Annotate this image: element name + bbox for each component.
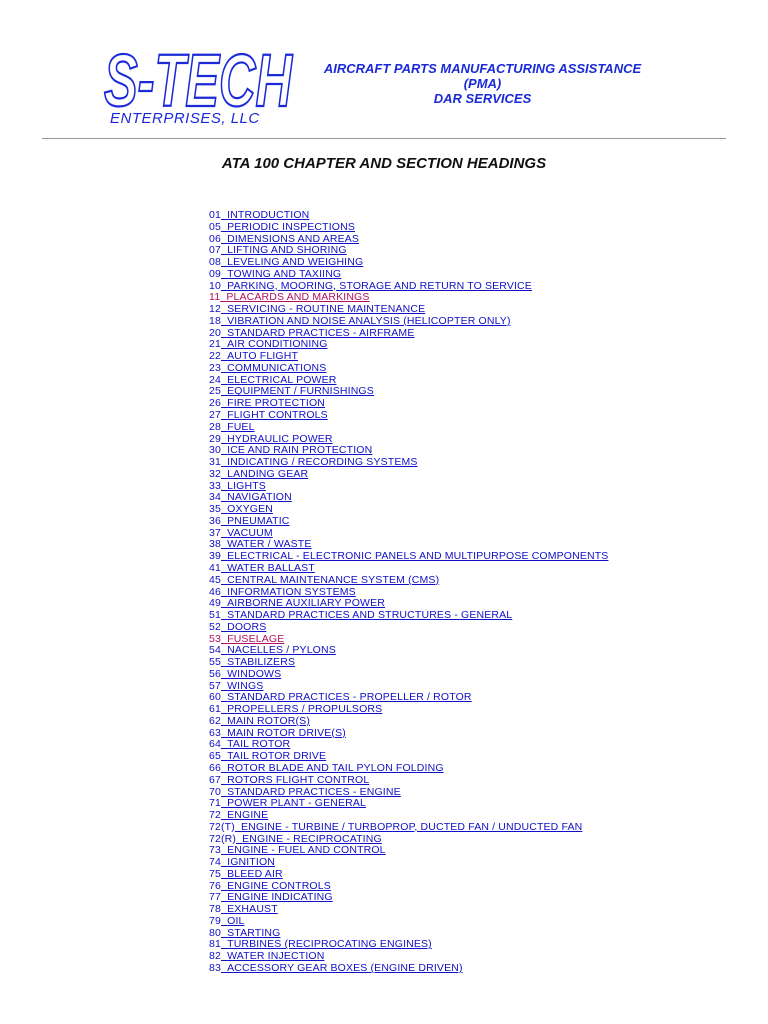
company-logo [100, 38, 310, 133]
chapter-title: NAVIGATION [227, 491, 292, 504]
chapter-title: AUTO FLIGHT [227, 350, 299, 363]
chapter-title: WINGS [227, 679, 264, 692]
chapter-link-20[interactable] [209, 327, 414, 339]
chapter-title: TAIL ROTOR DRIVE [227, 750, 327, 763]
chapter-number: 46 [209, 585, 221, 598]
chapter-number: 81 [209, 938, 221, 951]
header-divider [42, 138, 726, 139]
chapter-title: FLIGHT CONTROLS [227, 409, 328, 422]
chapter-number: 60 [209, 691, 221, 704]
chapter-title: WATER INJECTION [227, 950, 325, 963]
chapter-link-11[interactable] [209, 291, 370, 303]
chapter-link-70[interactable] [209, 786, 401, 798]
chapter-link-27[interactable] [209, 409, 328, 421]
chapter-link-34[interactable] [209, 491, 292, 503]
chapter-title: ENGINE - RECIPROCATING [242, 832, 382, 845]
chapter-link-41[interactable] [209, 562, 315, 574]
chapter-number: 05 [209, 220, 221, 233]
chapter-link-60[interactable] [209, 691, 472, 703]
chapter-title: OXYGEN [227, 503, 273, 516]
chapter-link-39[interactable] [209, 550, 608, 562]
chapter-title: DOORS [227, 620, 267, 633]
chapter-link-78[interactable] [209, 903, 278, 915]
chapter-list [209, 210, 608, 975]
chapter-number: 65 [209, 750, 221, 763]
chapter-link-71[interactable] [209, 797, 366, 809]
chapter-number: 26 [209, 397, 221, 410]
chapter-title: CENTRAL MAINTENANCE SYSTEM (CMS) [227, 573, 440, 586]
chapter-number: 72(T) [209, 820, 235, 833]
chapter-title: LEVELING AND WEIGHING [227, 256, 364, 269]
chapter-title: ENGINE - TURBINE / TURBOPROP, DUCTED FAN / UNDUCTED FAN [240, 820, 583, 833]
chapter-title: LANDING GEAR [227, 467, 309, 480]
chapter-number: 36 [209, 514, 221, 527]
chapter-title: OIL [227, 914, 245, 927]
chapter-link-67[interactable] [209, 774, 369, 786]
chapter-title: MAIN ROTOR(S) [227, 714, 310, 727]
chapter-number: 18 [209, 314, 221, 327]
chapter-number: 77 [209, 891, 221, 904]
chapter-number: 72(R) [209, 832, 237, 845]
chapter-title: DIMENSIONS AND AREAS [227, 232, 360, 245]
chapter-link-46[interactable] [209, 586, 356, 598]
chapter-number: 45 [209, 573, 221, 586]
chapter-link-28[interactable] [209, 421, 255, 433]
list-item [209, 963, 608, 975]
list-item [209, 904, 608, 916]
chapter-link-29[interactable] [209, 433, 333, 445]
chapter-title: ENGINE [227, 809, 269, 822]
chapter-link-72r[interactable] [209, 833, 382, 845]
chapter-link-61[interactable] [209, 703, 382, 715]
list-item [209, 669, 608, 681]
chapter-link-72[interactable] [209, 809, 268, 821]
company-name: ENTERPRISES, LLC [110, 110, 260, 127]
chapter-title: AIR CONDITIONING [227, 338, 328, 351]
chapter-link-45[interactable] [209, 574, 439, 586]
chapter-title: ROTORS FLIGHT CONTROL [227, 773, 370, 786]
chapter-number: 24 [209, 373, 221, 386]
chapter-link-82[interactable] [209, 950, 324, 962]
chapter-title: VACUUM [227, 526, 273, 539]
chapter-link-23[interactable] [209, 362, 326, 374]
chapter-title: MAIN ROTOR DRIVE(S) [227, 726, 346, 739]
chapter-link-38[interactable] [209, 538, 312, 550]
chapter-title: WATER / WASTE [227, 538, 312, 551]
chapter-link-63[interactable] [209, 727, 346, 739]
chapter-title: STANDARD PRACTICES AND STRUCTURES - GENERAL [227, 609, 513, 622]
chapter-link-22[interactable] [209, 350, 298, 362]
chapter-title: STARTING [227, 926, 281, 939]
chapter-link-77[interactable] [209, 891, 333, 903]
chapter-title: ELECTRICAL POWER [227, 373, 337, 386]
chapter-number: 56 [209, 667, 221, 680]
chapter-number: 31 [209, 456, 221, 469]
chapter-link-73[interactable] [209, 844, 386, 856]
chapter-number: 09 [209, 267, 221, 280]
chapter-title: INFORMATION SYSTEMS [227, 585, 356, 598]
tagline-line-2: (PMA) [463, 76, 502, 91]
chapter-title: LIFTING AND SHORING [227, 244, 347, 257]
chapter-number: 32 [209, 467, 221, 480]
chapter-link-65[interactable] [209, 750, 326, 762]
chapter-title: COMMUNICATIONS [227, 361, 327, 374]
chapter-link-66[interactable] [209, 762, 444, 774]
chapter-link-33[interactable] [209, 480, 266, 492]
chapter-title: FIRE PROTECTION [227, 397, 326, 410]
chapter-number: 35 [209, 503, 221, 516]
chapter-title: PROPELLERS / PROPULSORS [227, 703, 383, 716]
chapter-title: STANDARD PRACTICES - ENGINE [227, 785, 401, 798]
chapter-title: EQUIPMENT / FURNISHINGS [227, 385, 374, 398]
chapter-number: 23 [209, 361, 221, 374]
chapter-number: 30 [209, 444, 221, 457]
chapter-title: STABILIZERS [227, 656, 296, 669]
chapter-number: 54 [209, 644, 221, 657]
chapter-number: 01 [209, 209, 221, 221]
list-item [209, 610, 608, 622]
chapter-link-52[interactable] [209, 621, 266, 633]
chapter-number: 38 [209, 538, 221, 551]
chapter-number: 66 [209, 761, 221, 774]
chapter-number: 82 [209, 950, 221, 963]
chapter-number: 55 [209, 656, 221, 669]
chapter-number: 28 [209, 420, 221, 433]
chapter-title: ROTOR BLADE AND TAIL PYLON FOLDING [227, 761, 444, 774]
chapter-link-54[interactable] [209, 644, 336, 656]
chapter-link-12[interactable] [209, 303, 425, 315]
chapter-number: 29 [209, 432, 221, 445]
chapter-title: SERVICING - ROUTINE MAINTENANCE [227, 303, 426, 316]
chapter-link-09[interactable] [209, 268, 341, 280]
s-tech-logo-icon [100, 38, 300, 118]
chapter-title: VIBRATION AND NOISE ANALYSIS (HELICOPTER ONLY) [227, 314, 511, 327]
chapter-link-07[interactable] [209, 244, 347, 256]
chapter-number: 11 [209, 291, 221, 304]
chapter-title: STANDARD PRACTICES - PROPELLER / ROTOR [227, 691, 472, 704]
chapter-link-81[interactable] [209, 938, 432, 950]
chapter-title: PERIODIC INSPECTIONS [227, 220, 355, 233]
chapter-number: 61 [209, 703, 221, 716]
chapter-number: 12 [209, 303, 221, 316]
chapter-number: 41 [209, 561, 221, 574]
chapter-title: ENGINE CONTROLS [227, 879, 331, 892]
chapter-title: TOWING AND TAXIING [227, 267, 342, 280]
chapter-link-10[interactable] [209, 280, 532, 292]
chapter-title: ELECTRICAL - ELECTRONIC PANELS AND MULTIPURPOSE COMPONENTS [227, 550, 609, 563]
chapter-link-30[interactable] [209, 444, 372, 456]
chapter-title: BLEED AIR [227, 867, 283, 880]
chapter-link-57[interactable] [209, 680, 263, 692]
chapter-number: 53 [209, 632, 221, 645]
chapter-title: INTRODUCTION [227, 209, 310, 221]
chapter-title: HYDRAULIC POWER [227, 432, 333, 445]
chapter-link-06[interactable] [209, 233, 359, 245]
chapter-link-31[interactable] [209, 456, 418, 468]
chapter-link-79[interactable] [209, 915, 245, 927]
chapter-title: PARKING, MOORING, STORAGE AND RETURN TO SERVICE [227, 279, 532, 292]
chapter-link-76[interactable] [209, 880, 331, 892]
chapter-number: 71 [209, 797, 221, 810]
list-item [209, 469, 608, 481]
chapter-link-53[interactable] [209, 633, 284, 645]
page-title: ATA 100 CHAPTER AND SECTION HEADINGS [221, 155, 547, 172]
chapter-link-83[interactable] [209, 962, 463, 974]
chapter-link-26[interactable] [209, 397, 325, 409]
chapter-number: 57 [209, 679, 221, 692]
chapter-title: STANDARD PRACTICES - AIRFRAME [227, 326, 415, 339]
chapter-title: POWER PLANT - GENERAL [227, 797, 367, 810]
chapter-number: 73 [209, 844, 221, 857]
chapter-link-35[interactable] [209, 503, 273, 515]
chapter-link-01[interactable] [209, 209, 309, 221]
chapter-link-56[interactable] [209, 668, 281, 680]
chapter-number: 78 [209, 903, 221, 916]
list-item [209, 410, 608, 422]
chapter-number: 74 [209, 856, 221, 869]
chapter-link-24[interactable] [209, 374, 337, 386]
chapter-title: INDICATING / RECORDING SYSTEMS [227, 456, 418, 469]
chapter-number: 21 [209, 338, 221, 351]
chapter-number: 08 [209, 256, 221, 269]
chapter-title: TAIL ROTOR [227, 738, 291, 751]
logo-wordmark: S-TECH [104, 39, 294, 118]
list-item [209, 798, 608, 810]
chapter-link-05[interactable] [209, 221, 355, 233]
chapter-link-55[interactable] [209, 656, 295, 668]
chapter-number: 51 [209, 609, 221, 622]
chapter-number: 10 [209, 279, 221, 292]
chapter-title: ENGINE INDICATING [227, 891, 333, 904]
chapter-number: 27 [209, 409, 221, 422]
chapter-number: 70 [209, 785, 221, 798]
chapter-link-08[interactable] [209, 256, 363, 268]
chapter-title: LIGHTS [227, 479, 266, 492]
chapter-link-21[interactable] [209, 338, 328, 350]
chapter-number: 52 [209, 620, 221, 633]
chapter-link-62[interactable] [209, 715, 310, 727]
chapter-number: 06 [209, 232, 221, 245]
chapter-title: WATER BALLAST [227, 561, 315, 574]
chapter-title: WINDOWS [227, 667, 282, 680]
chapter-link-74[interactable] [209, 856, 275, 868]
chapter-title: FUEL [227, 420, 255, 433]
chapter-number: 67 [209, 773, 221, 786]
chapter-number: 79 [209, 914, 221, 927]
chapter-number: 63 [209, 726, 221, 739]
chapter-title: TURBINES (RECIPROCATING ENGINES) [227, 938, 432, 951]
chapter-title: NACELLES / PYLONS [227, 644, 336, 657]
chapter-link-51[interactable] [209, 609, 512, 621]
chapter-title: PNEUMATIC [227, 514, 290, 527]
chapter-title: ACCESSORY GEAR BOXES (ENGINE DRIVEN) [227, 962, 463, 974]
chapter-number: 22 [209, 350, 221, 363]
chapter-number: 80 [209, 926, 221, 939]
chapter-number: 62 [209, 714, 221, 727]
chapter-title: FUSELAGE [227, 632, 285, 645]
chapter-title: IGNITION [227, 856, 275, 869]
chapter-number: 07 [209, 244, 221, 257]
chapter-number: 33 [209, 479, 221, 492]
chapter-number: 83 [209, 962, 221, 974]
tagline-line-3: DAR SERVICES [433, 91, 532, 106]
chapter-link-72t[interactable] [209, 821, 582, 833]
chapter-link-75[interactable] [209, 868, 283, 880]
chapter-number: 49 [209, 597, 221, 610]
chapter-link-25[interactable] [209, 385, 374, 397]
chapter-link-18[interactable] [209, 315, 511, 327]
chapter-number: 34 [209, 491, 221, 504]
chapter-link-37[interactable] [209, 527, 273, 539]
tagline-line-1: AIRCRAFT PARTS MANUFACTURING ASSISTANCE [323, 61, 642, 76]
tagline [310, 61, 655, 106]
chapter-number: 72 [209, 809, 221, 822]
chapter-link-36[interactable] [209, 515, 290, 527]
chapter-number: 76 [209, 879, 221, 892]
chapter-title: ENGINE - FUEL AND CONTROL [227, 844, 386, 857]
chapter-link-64[interactable] [209, 738, 290, 750]
chapter-number: 75 [209, 867, 221, 880]
chapter-number: 64 [209, 738, 221, 751]
chapter-title: EXHAUST [227, 903, 278, 916]
chapter-number: 20 [209, 326, 221, 339]
chapter-number: 39 [209, 550, 221, 563]
chapter-title: AIRBORNE AUXILIARY POWER [227, 597, 385, 610]
chapter-number: 37 [209, 526, 221, 539]
chapter-number: 25 [209, 385, 221, 398]
chapter-title: ICE AND RAIN PROTECTION [227, 444, 373, 457]
chapter-link-49[interactable] [209, 597, 385, 609]
chapter-title: PLACARDS AND MARKINGS [226, 291, 370, 304]
chapter-link-32[interactable] [209, 468, 308, 480]
chapter-link-80[interactable] [209, 927, 280, 939]
